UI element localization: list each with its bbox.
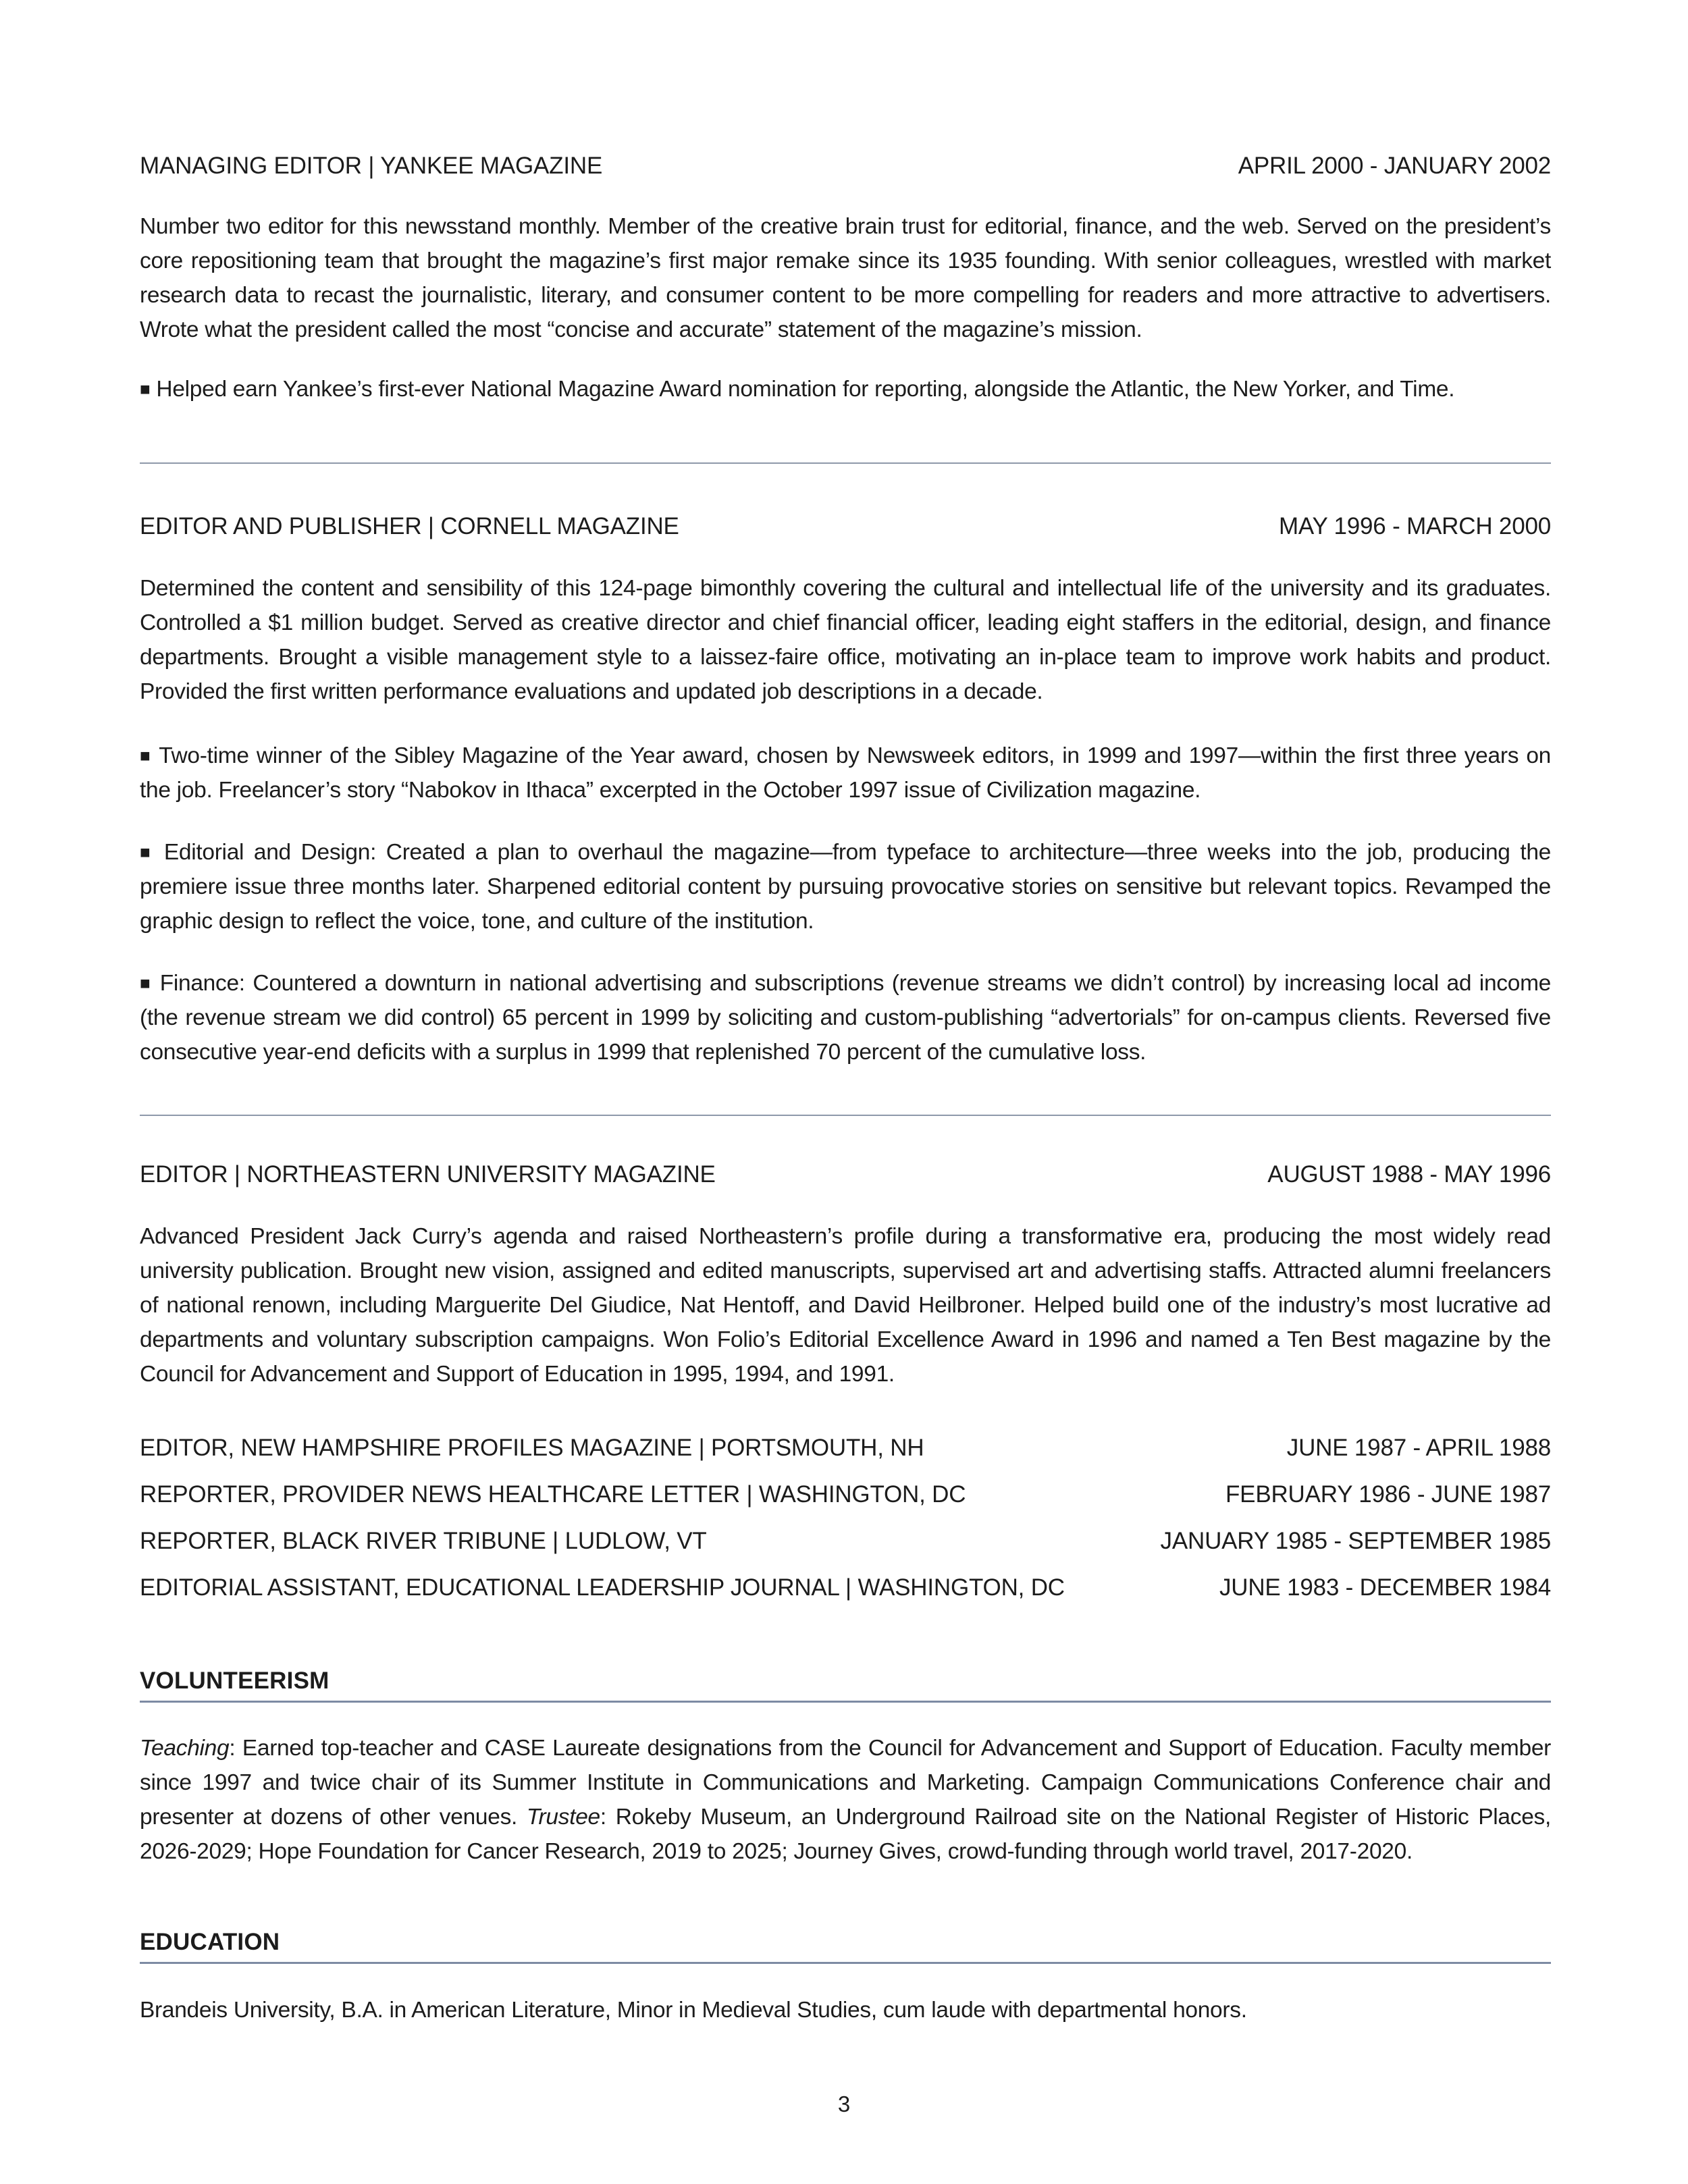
early-job-row (140, 1435, 1551, 1462)
early-job-dates: JANUARY 1985 - SEPTEMBER 1985 (1160, 1528, 1551, 1554)
job-header-yankee (140, 153, 1551, 180)
education-text: Brandeis University, B.A. in American Literature, Minor in Medieval Studies, cum laude with departmental honors. (140, 1998, 1247, 2023)
teaching-text: : Earned top-teacher and CASE Laureate designations from the Council for Advancement and Support of Education. Faculty member since 1997 and twice chair of its Summer Institute in Communications and Marketing. Campaign Communications Conference chair and presenter at dozens of other venues. (140, 1736, 1551, 1830)
section-divider (140, 462, 1551, 464)
section-heading-education: EDUCATION (140, 1929, 280, 1955)
bullet-square-icon: ■ (140, 973, 153, 993)
job-title: EDITOR AND PUBLISHER | CORNELL MAGAZINE (140, 513, 679, 539)
trustee-label: Trustee (526, 1805, 600, 1830)
section-divider (140, 1115, 1551, 1116)
job-bullet-cornell-1 (140, 739, 1551, 807)
job-title: MANAGING EDITOR | YANKEE MAGAZINE (140, 153, 603, 179)
job-summary-northeastern: Advanced President Jack Curry’s agenda and raised Northeastern’s profile during a transformative era, producing the most widely read university publication. Brought new vision, assigned and edited manuscripts, supervised art and advertising staffs. Attracted alumni freelancers of national renown, including Marguerite Del Giudice, Nat Hentoff, and David Heilbroner. Helped build one of the industry’s most lucrative ad departments and voluntary subscription campaigns. Won Folio’s Editorial Excellence Award in 1996 and named a Ten Best magazine by the Council for Advancement and Support of Education in 1995, 1994, and 1991. (140, 1224, 1551, 1387)
bullet-square-icon: ■ (140, 745, 152, 766)
job-bullet-yankee-1 (140, 372, 1551, 406)
bullet-square-icon: ■ (140, 379, 151, 399)
bullet-text: Editorial and Design: Created a plan to overhaul the magazine—from typeface to architecture—three weeks into the job, producing the premiere issue three months later. Sharpened editorial content by pursuing provocative stories on sensitive but relevant topics. Revamped the graphic design to reflect the voice, tone, and culture of the institution. (140, 840, 1551, 934)
early-job-title: REPORTER, PROVIDER NEWS HEALTHCARE LETTER | WASHINGTON, DC (140, 1481, 966, 1508)
early-job-row (140, 1574, 1551, 1601)
trustee-text: : Rokeby Museum, an Underground Railroad site on the National Register of Historic Places, 2026-2029; Hope Foundation for Cancer Research, 2019 to 2025; Journey Gives, crowd-funding through world travel, 2017-2020. (140, 1805, 1552, 1864)
job-header-northeastern (140, 1161, 1551, 1188)
job-bullet-cornell-3 (140, 966, 1551, 1069)
early-job-title: EDITOR, NEW HAMPSHIRE PROFILES MAGAZINE | PORTSMOUTH, NH (140, 1435, 924, 1461)
job-summary-cornell: Determined the content and sensibility of this 124-page bimonthly covering the cultural and intellectual life of the university and its graduates. Controlled a $1 million budget. Served as creative director and chief financial officer, leading eight staffers in the editorial, design, and finance departments. Brought a visible management style to a laissez-faire office, motivating an in-place team to improve work habits and product. Provided the first written performance evaluations and updated job descriptions in a decade. (140, 576, 1551, 704)
job-summary-yankee: Number two editor for this newsstand monthly. Member of the creative brain trust for editorial, finance, and the web. Served on the president’s core repositioning team that brought the magazine’s first major remake since its 1935 founding. With senior colleagues, wrestled with market research data to recast the journalistic, literary, and consumer content to be more compelling for readers and more attractive to advertisers. Wrote what the president called the most “concise and accurate” statement of the magazine’s mission. (140, 214, 1551, 342)
job-dates: MAY 1996 - MARCH 2000 (1278, 513, 1551, 539)
section-heading-volunteerism: VOLUNTEERISM (140, 1668, 329, 1694)
bullet-text: Finance: Countered a downturn in national advertising and subscriptions (revenue streams we didn’t control) by increasing local ad income (the revenue stream we did control) 65 percent in 1999 by soliciting and custom-publishing “advertorials” for on-campus clients. Reversed five consecutive year-end deficits with a surplus in 1999 that replenished 70 percent of the cumulative loss. (140, 971, 1551, 1065)
volunteerism-paragraph (140, 1731, 1551, 1869)
bullet-text: Helped earn Yankee’s first-ever National Magazine Award nomination for reporting, alongside the Atlantic, the New Yorker, and Time. (156, 377, 1455, 402)
early-job-dates: JUNE 1983 - DECEMBER 1984 (1219, 1574, 1551, 1601)
job-dates: APRIL 2000 - JANUARY 2002 (1238, 153, 1551, 179)
page-number: 3 (837, 2092, 851, 2116)
bullet-square-icon: ■ (140, 842, 155, 862)
early-job-title: EDITORIAL ASSISTANT, EDUCATIONAL LEADERSHIP JOURNAL | WASHINGTON, DC (140, 1574, 1065, 1601)
job-bullet-cornell-2 (140, 835, 1551, 938)
job-header-cornell (140, 513, 1551, 540)
early-job-row (140, 1528, 1551, 1555)
teaching-label: Teaching (140, 1736, 230, 1761)
section-heading-rule (140, 1701, 1551, 1703)
bullet-text: Two-time winner of the Sibley Magazine of the Year award, chosen by Newsweek editors, in 1999 and 1997—within the first three years on the job. Freelancer’s story “Nabokov in Ithaca” excerpted in the October 1997 issue of Civilization magazine. (140, 743, 1551, 803)
early-job-dates: FEBRUARY 1986 - JUNE 1987 (1225, 1481, 1551, 1508)
job-title: EDITOR | NORTHEASTERN UNIVERSITY MAGAZINE (140, 1161, 716, 1188)
job-dates: AUGUST 1988 - MAY 1996 (1267, 1161, 1551, 1188)
early-job-row (140, 1481, 1551, 1508)
early-job-title: REPORTER, BLACK RIVER TRIBUNE | LUDLOW, VT (140, 1528, 707, 1554)
section-heading-rule (140, 1962, 1551, 1964)
early-job-dates: JUNE 1987 - APRIL 1988 (1286, 1435, 1551, 1461)
